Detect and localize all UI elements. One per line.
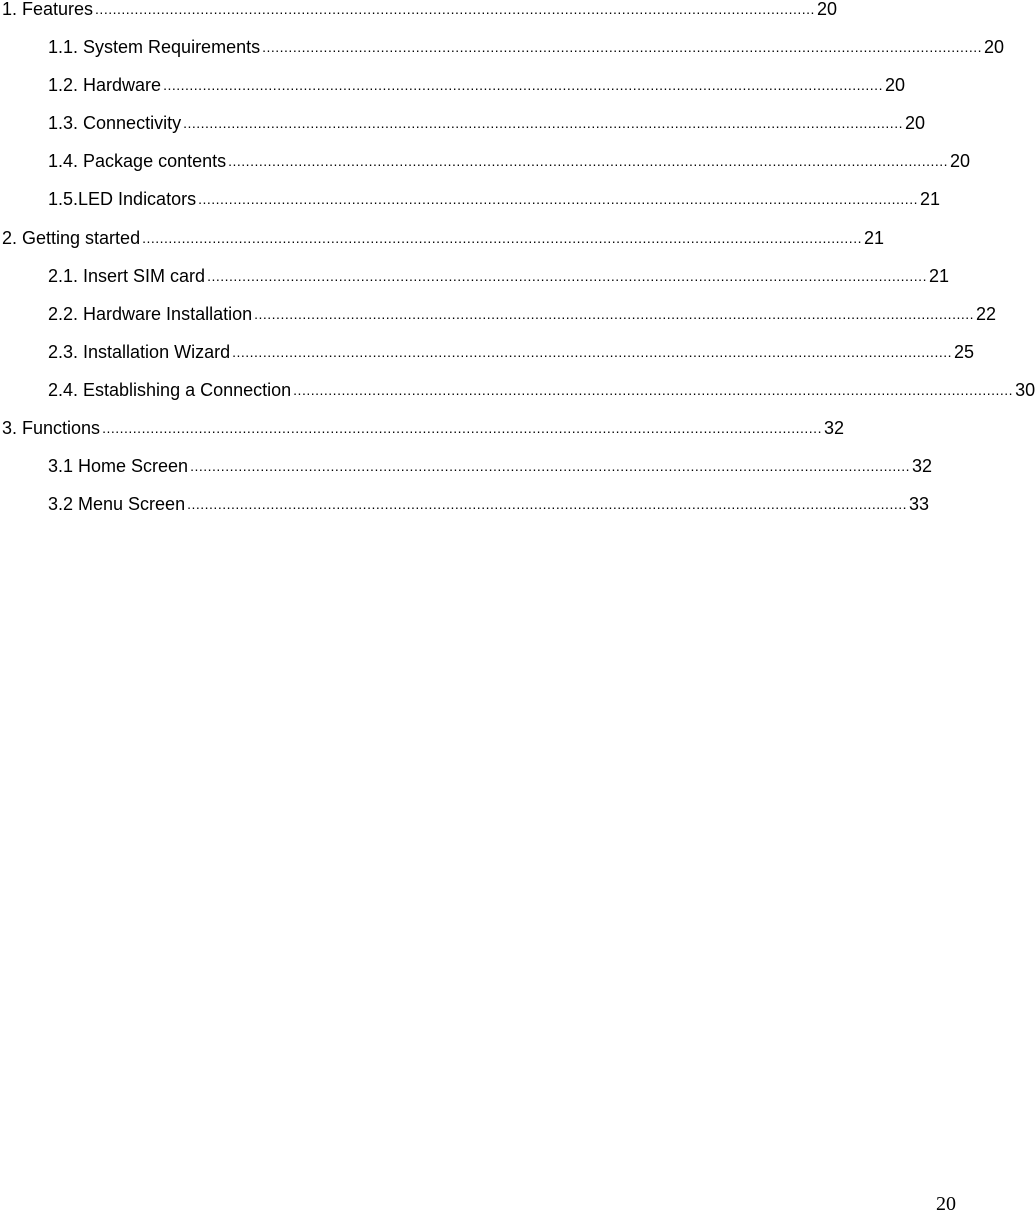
dot-leader: ....................................................................................................................................................................	[228, 153, 949, 169]
dot-leader: ....................................................................................................................................................................	[207, 268, 927, 284]
dot-leader: ....................................................................................................................................................................	[102, 420, 822, 436]
toc-entry-page: 25	[954, 342, 975, 362]
toc-entry[interactable]	[48, 378, 1035, 402]
dot-leader: ....................................................................................................................................................................	[190, 458, 910, 474]
dot-leader: ....................................................................................................................................................................	[262, 39, 982, 55]
toc-entry-page: 32	[911, 456, 933, 476]
toc-entry-page: 33	[909, 494, 930, 514]
dot-leader: ....................................................................................................................................................................	[163, 77, 883, 93]
toc-entry-page: 21	[863, 228, 885, 248]
toc-entry-page: 20	[984, 37, 1005, 57]
toc-entry-title: 1.2. Hardware	[48, 75, 162, 95]
toc-entry[interactable]	[2, 416, 844, 440]
toc-entry-page: 22	[976, 304, 997, 324]
dot-leader: ....................................................................................................................................................................	[198, 191, 918, 207]
page-number: 20	[936, 1193, 956, 1215]
dot-leader: ....................................................................................................................................................................	[183, 115, 903, 131]
toc-entry[interactable]	[48, 149, 971, 173]
toc-entry-title: 2.4. Establishing a Connection	[48, 380, 292, 400]
toc-entry[interactable]	[48, 302, 997, 326]
toc-entry-page: 20	[884, 75, 905, 95]
toc-entry-title: 2.3. Installation Wizard	[48, 342, 231, 362]
toc-entry-page: 20	[950, 151, 971, 171]
toc-entry-title: 1.3. Connectivity	[48, 113, 182, 133]
toc-entry-title: 2. Getting started	[2, 228, 141, 248]
toc-entry-title: 3.1 Home Screen	[48, 456, 189, 476]
toc-entry[interactable]	[48, 340, 975, 364]
toc-entry[interactable]	[48, 35, 1005, 59]
toc-entry-title: 1.5.LED Indicators	[48, 189, 197, 209]
toc-entry[interactable]	[48, 264, 949, 288]
dot-leader: ....................................................................................................................................................................	[232, 344, 952, 360]
toc-entry-page: 21	[928, 266, 949, 286]
toc-entry-title: 3.2 Menu Screen	[48, 494, 186, 514]
dot-leader: ....................................................................................................................................................................	[293, 382, 1014, 398]
dot-leader: ....................................................................................................................................................................	[95, 1, 815, 17]
dot-leader: ....................................................................................................................................................................	[187, 496, 907, 512]
toc-entry-page: 21	[919, 189, 941, 209]
toc-entry-title: 2.1. Insert SIM card	[48, 266, 206, 286]
toc-entry-title: 3. Functions	[2, 418, 101, 438]
toc-entry[interactable]	[48, 454, 933, 478]
toc-entry-page: 20	[904, 113, 926, 133]
toc-entry[interactable]	[2, 226, 885, 250]
toc-entry-title: 1.1. System Requirements	[48, 37, 261, 57]
toc-entry-page: 20	[816, 0, 837, 19]
toc-entry[interactable]	[48, 111, 926, 135]
toc-entry-title: 1. Features	[2, 0, 94, 19]
toc-entry[interactable]	[48, 73, 905, 97]
dot-leader: ....................................................................................................................................................................	[142, 230, 862, 246]
toc-entry-title: 1.4. Package contents	[48, 151, 227, 171]
toc-entry-page: 30	[1015, 380, 1035, 400]
toc-entry-page: 32	[823, 418, 844, 438]
toc-entry[interactable]	[48, 492, 930, 516]
toc-entry-title: 2.2. Hardware Installation	[48, 304, 253, 324]
dot-leader: ....................................................................................................................................................................	[254, 306, 975, 322]
toc-entry[interactable]	[48, 187, 941, 211]
toc-entry[interactable]	[2, 0, 837, 21]
